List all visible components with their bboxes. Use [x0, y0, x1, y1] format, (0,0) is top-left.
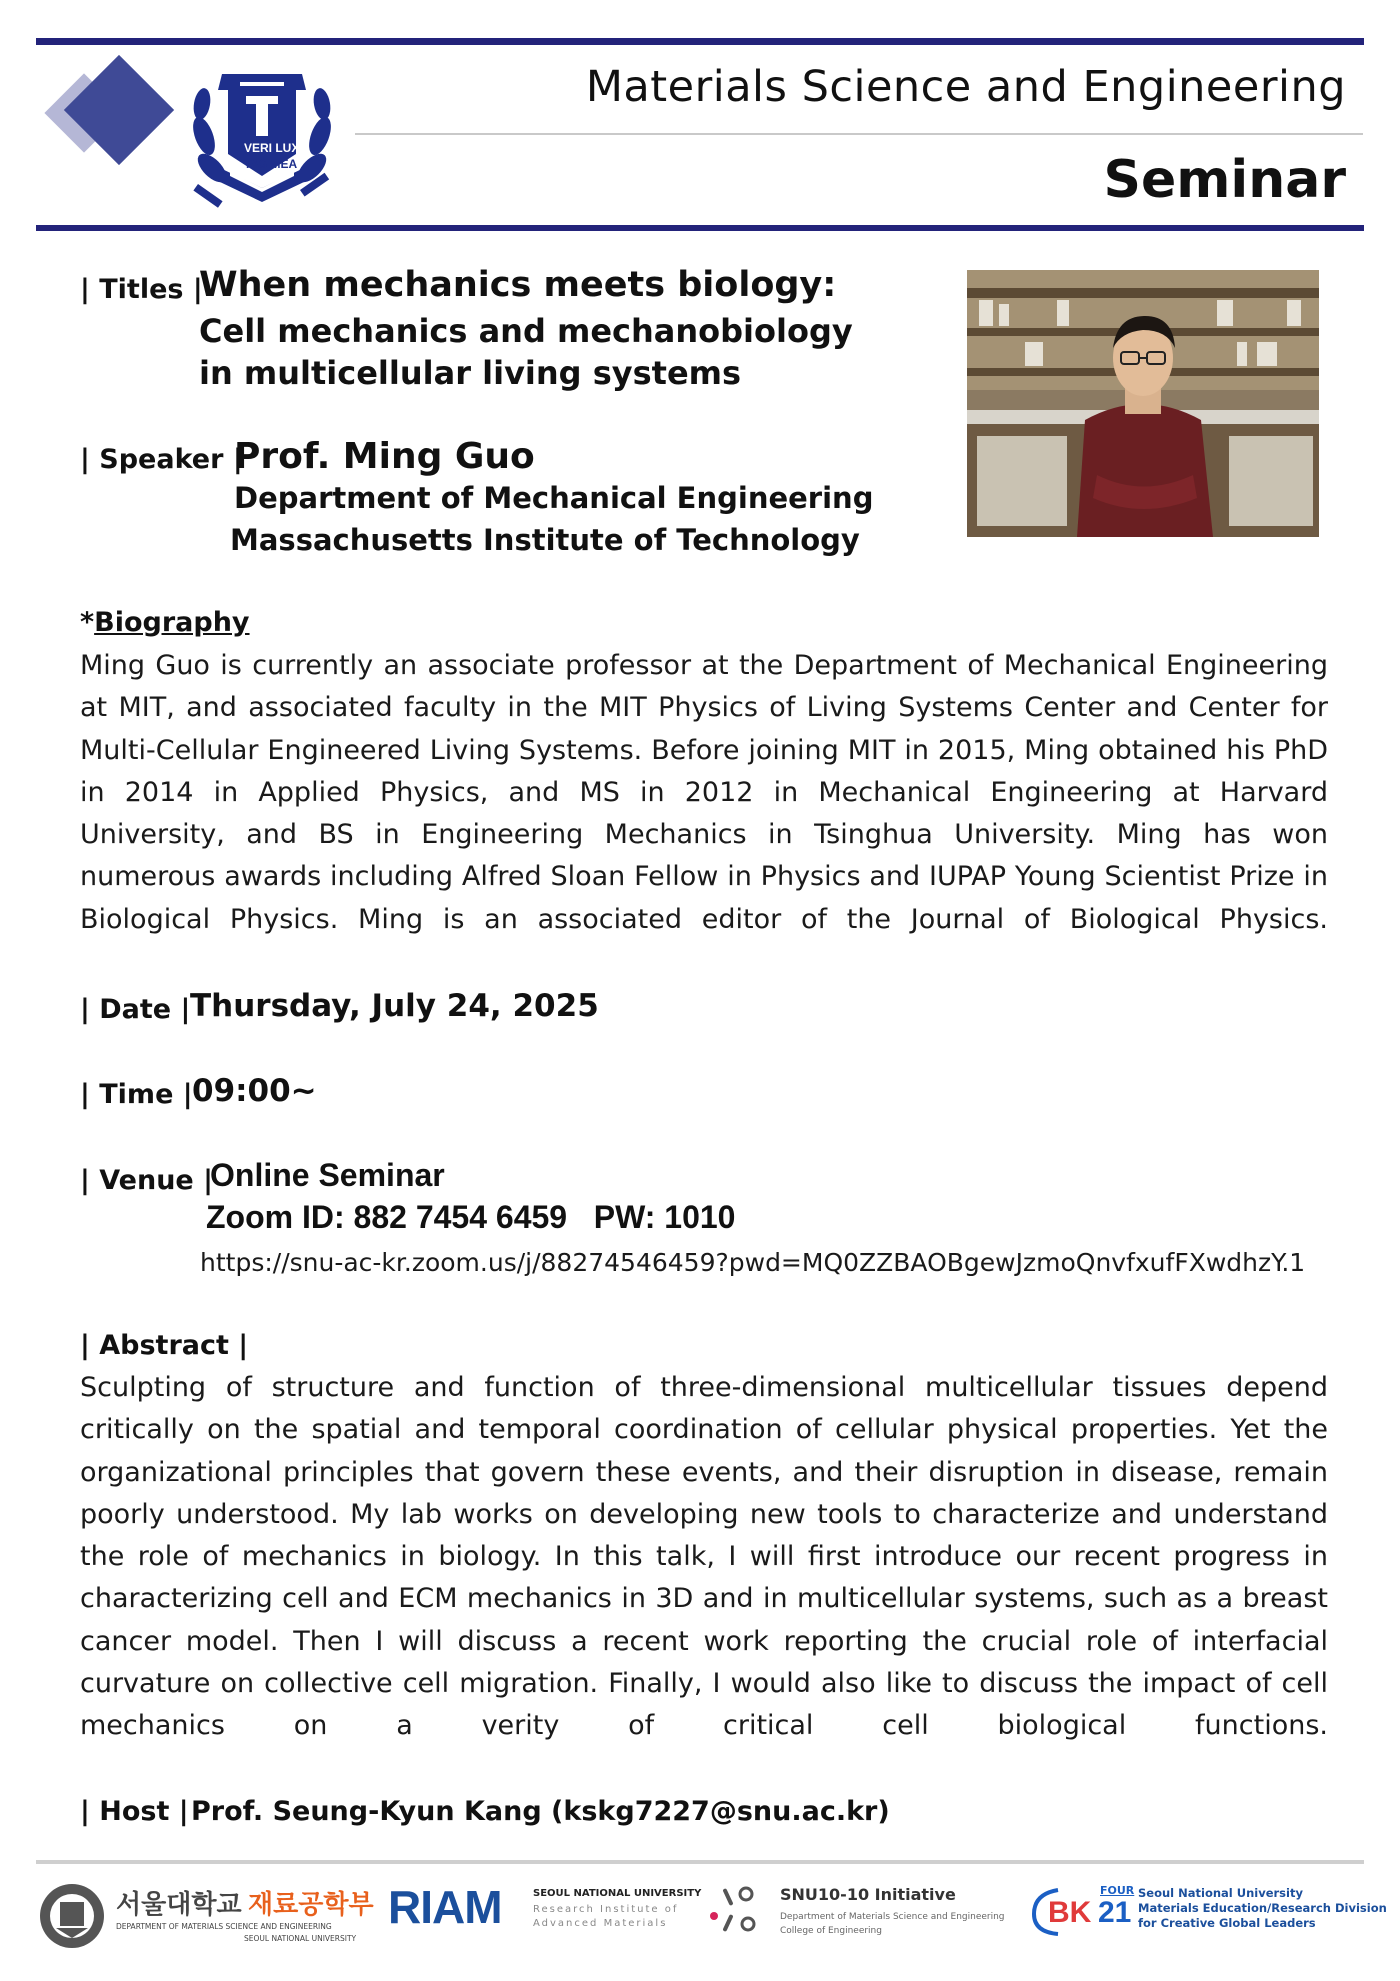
header-top-rule — [36, 38, 1364, 45]
host-text: Prof. Seung-Kyun Kang (kskg7227@snu.ac.kr) — [191, 1796, 890, 1827]
speaker-name: Prof. Ming Guo — [234, 436, 535, 477]
speaker-institution: Massachusetts Institute of Technology — [230, 523, 860, 557]
bk21-line-2: Materials Education/Research Division — [1138, 1901, 1387, 1915]
speaker-photo — [967, 270, 1319, 537]
time-label: | Time | — [80, 1079, 193, 1110]
seminar-time: 09:00~ — [192, 1073, 317, 1109]
svg-text:VERI LUX: VERI LUX — [244, 141, 300, 155]
snu1010-initiative-name: SNU10-10 Initiative — [780, 1885, 956, 1904]
snu-emblem-logo — [182, 56, 342, 210]
snu1010-line-1: Department of Materials Science and Engineering — [780, 1912, 1005, 1922]
snu-dept-line-2: SEOUL NATIONAL UNIVERSITY — [244, 1934, 357, 1943]
bk21-four-label: FOUR — [1100, 1884, 1135, 1897]
talk-title-line-2: Cell mechanics and mechanobiology — [199, 312, 853, 350]
department-title: Materials Science and Engineering — [585, 62, 1346, 112]
talk-title-line-3: in multicellular living systems — [199, 354, 742, 392]
speaker-label: | Speaker | — [80, 444, 243, 475]
mse-korean-name: 재료공학부 — [248, 1890, 374, 1920]
venue-label: | Venue | — [80, 1165, 214, 1196]
bk21-line-1: Seoul National University — [1138, 1886, 1303, 1900]
host-label: | Host | — [80, 1796, 189, 1827]
zoom-link[interactable]: https://snu-ac-kr.zoom.us/j/88274546459?pwd=MQ0ZZBAOBgewJzmoQnvfxufFXwdhzY.1 — [200, 1248, 1306, 1277]
biography-text: Ming Guo is currently an associate professor at the Department of Mechanical Engineering at MIT, and associated faculty in the MIT Physics of Living Systems Center and Center for Multi-Cellular Engineered Living Systems. Before joining MIT in 2015, Ming obtained his PhD in 2014 in Applied Physics, and MS in 2012 in Mechanical Engineering at Harvard University, and BS in Engineering Mechanics in Tsinghua University. Ming has won numerous awards including Alfred Sloan Fellow in Physics and IUPAP Young Scientist Prize in Biological Physics. Ming is an associated editor of the Journal of Biological Physics. — [80, 650, 1328, 935]
riam-line-3: Advanced Materials — [533, 1918, 668, 1929]
bk21-line-3: for Creative Global Leaders — [1138, 1916, 1316, 1930]
footer-rule — [36, 1860, 1364, 1864]
seminar-date: Thursday, July 24, 2025 — [190, 988, 599, 1024]
snu-dept-line-1: DEPARTMENT OF MATERIALS SCIENCE AND ENGINEERING — [116, 1922, 332, 1931]
svg-text:TAS MEA: TAS MEA — [244, 157, 298, 171]
snu1010-line-2: College of Engineering — [780, 1926, 882, 1936]
snu1010-mark-icon — [706, 1880, 766, 1940]
snu-korean-name: 서울대학교 — [116, 1890, 242, 1920]
venue-name: Online Seminar — [210, 1157, 445, 1193]
speaker-department: Department of Mechanical Engineering — [234, 481, 874, 515]
riam-line-2: Research Institute of — [533, 1904, 679, 1915]
biography-heading: *Biography — [80, 607, 250, 638]
abstract-text: Sculpting of structure and function of three-dimensional multicellular tissues depend critically on the spatial and temporal coordination of cellular physical properties. Yet the organizational principles that govern these events, and their disruption in disease, remain poorly understood. My lab works on developing new tools to characterize and understand the role of mechanics in biology. In this talk, I will first introduce our recent progress in characterizing cell and ECM mechanics in 3D and in multicellular systems, such as a breast cancer model. Then I will discuss a recent work reporting the crucial role of interfacial curvature on collective cell migration. Finally, I would also like to discuss the impact of cell mechanics on a verity of critical cell biological functions. — [80, 1372, 1328, 1742]
riam-logo-text: RIAM — [388, 1881, 502, 1933]
snu-footer-emblem — [38, 1882, 106, 1950]
bk21-number-mark: 21 — [1098, 1896, 1132, 1929]
abstract-label: | Abstract | — [80, 1330, 249, 1361]
riam-line-1: SEOUL NATIONAL UNIVERSITY — [533, 1888, 702, 1899]
zoom-credentials: Zoom ID: 882 7454 6459 PW: 1010 — [206, 1199, 736, 1235]
date-label: | Date | — [80, 994, 191, 1025]
header-bottom-rule — [36, 225, 1364, 231]
bk21-bk-mark: BK — [1048, 1896, 1092, 1929]
header-divider — [355, 133, 1363, 135]
titles-label: | Titles | — [80, 274, 203, 305]
event-type-heading: Seminar — [1103, 150, 1346, 210]
talk-title-line-1: When mechanics meets biology: — [199, 265, 837, 305]
